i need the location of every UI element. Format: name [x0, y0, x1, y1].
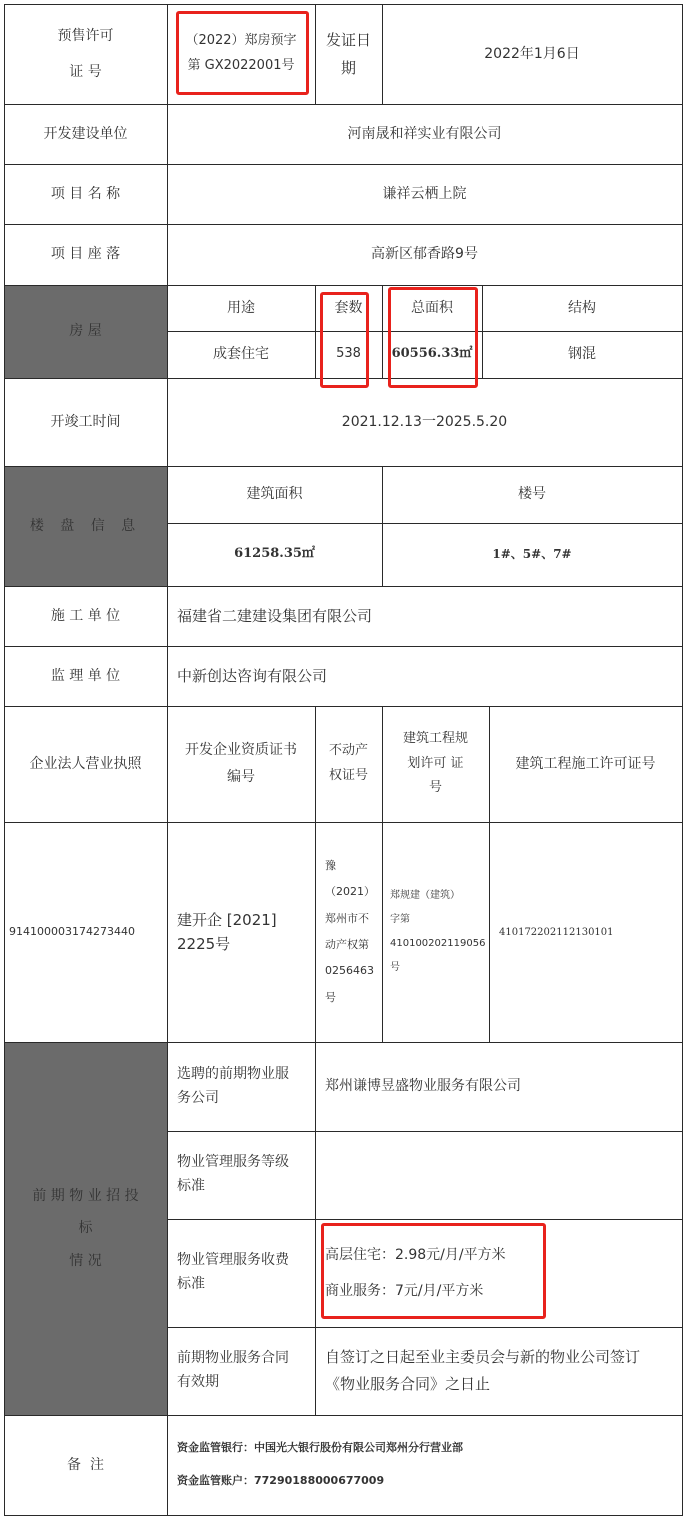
- grid-line: [4, 4, 683, 5]
- grid-line: [489, 706, 490, 1042]
- supervision-value: 中新创达咨询有限公司: [177, 666, 328, 685]
- grid-line: [315, 706, 316, 1042]
- license-header-qualification: 开发企业资质证书 编号: [185, 742, 297, 785]
- grid-line: [482, 285, 483, 378]
- grid-line: [382, 706, 383, 1042]
- project-label: 项 目 名 称: [50, 185, 121, 202]
- house-area: 60556.33㎡: [391, 346, 473, 362]
- grid-line: [167, 1219, 683, 1220]
- project-value: 谦祥云栖上院: [382, 185, 467, 202]
- license-planning: 郑规建（建筑） 字第 410100202119056 号: [390, 890, 486, 973]
- grid-line: [4, 224, 683, 225]
- grid-line: [4, 586, 683, 587]
- grid-line: [4, 646, 683, 647]
- permit-label: 预售许可 证 号: [57, 27, 114, 80]
- grid-line: [4, 822, 683, 823]
- license-qualification: 建开企 [2021] 2225号: [177, 911, 277, 953]
- grid-line: [382, 285, 383, 378]
- property-company-value: 郑州谦博昱盛物业服务有限公司: [325, 1078, 521, 1095]
- house-header-area: 总面积: [411, 299, 453, 316]
- grid-line: [167, 1327, 683, 1328]
- property-label: 前 期 物 业 招 投 标 情 况: [4, 1042, 167, 1415]
- building-header-area: 建筑面积: [246, 486, 303, 503]
- building-numbers: 1#、5#、7#: [492, 547, 572, 562]
- license-property: 豫 （2021） 郑州市不 动产权第 0256463 号: [325, 858, 375, 1004]
- location-value: 高新区郁香路9号: [371, 246, 478, 263]
- house-header-use: 用途: [227, 299, 255, 316]
- house-use: 成套住宅: [213, 346, 269, 363]
- house-header-units: 套数: [334, 299, 363, 316]
- property-fee-label: 物业管理服务收费 标准: [177, 1252, 289, 1292]
- house-units: 538: [336, 346, 361, 362]
- grid-line: [4, 1042, 683, 1043]
- grid-line: [167, 4, 168, 1516]
- grid-line: [382, 4, 383, 104]
- license-header-planning: 建筑工程规 划许可 证 号: [402, 730, 468, 796]
- schedule-value: 2021.12.13一2025.5.20: [341, 413, 508, 430]
- license-construction: 410172202112130101: [499, 926, 614, 938]
- grid-line: [315, 285, 316, 378]
- license-header-business: 企业法人营业执照: [29, 755, 142, 772]
- remarks-value: 资金监管银行：中国光大银行股份有限公司郑州分行营业部 资金监管账户：77290188000677009: [177, 1441, 463, 1488]
- license-header-construction: 建筑工程施工许可证号: [515, 755, 656, 772]
- issue-date-label: 发证日 期: [325, 30, 371, 77]
- grid-line: [4, 285, 683, 286]
- highlight-fee: [321, 1223, 546, 1319]
- license-header-property: 不动产 权证号: [328, 743, 368, 783]
- house-structure: 钢混: [568, 346, 596, 363]
- highlight-units: [320, 292, 369, 388]
- house-header-structure: 结构: [568, 299, 596, 316]
- property-company-label: 选聘的前期物业服 务公司: [177, 1065, 289, 1106]
- location-label: 项 目 座 落: [50, 246, 121, 263]
- property-level-value: [315, 1131, 682, 1219]
- property-fee-value: 高层住宅：2.98元/月/平方米 商业服务：7元/月/平方米: [325, 1246, 506, 1300]
- construction-value: 福建省二建建设集团有限公司: [177, 606, 373, 625]
- highlight-area: [388, 287, 478, 388]
- grid-line: [4, 104, 683, 105]
- grid-line: [167, 1131, 683, 1132]
- grid-line: [4, 4, 5, 1516]
- house-label: 房 屋: [4, 285, 167, 378]
- property-term-value: 自签订之日起至业主委员会与新的物业公司签订 《物业服务合同》之日止: [325, 1348, 641, 1393]
- permit-number: （2022）郑房预字 第 GX2022001号: [185, 33, 297, 73]
- property-term-label: 前期物业服务合同 有效期: [177, 1350, 289, 1390]
- highlight-permit-number: [176, 11, 309, 95]
- license-business: 914100003174273440: [9, 925, 135, 939]
- supervision-label: 监 理 单 位: [50, 667, 121, 684]
- grid-line: [4, 706, 683, 707]
- building-area: 61258.35㎡: [234, 546, 315, 562]
- developer-label: 开发建设单位: [43, 125, 128, 142]
- grid-line: [4, 164, 683, 165]
- grid-line: [4, 1415, 683, 1416]
- construction-label: 施 工 单 位: [50, 607, 121, 624]
- grid-line: [682, 4, 683, 1516]
- grid-line: [315, 1042, 316, 1415]
- property-level-label: 物业管理服务等级 标准: [177, 1154, 289, 1194]
- grid-line: [4, 466, 683, 467]
- issue-date: 2022年1月6日: [484, 45, 580, 62]
- building-header-numbers: 楼号: [518, 486, 546, 503]
- grid-line: [382, 466, 383, 586]
- schedule-label: 开竣工时间: [50, 413, 121, 430]
- developer-value: 河南晟和祥实业有限公司: [347, 125, 502, 142]
- building-label: 楼 盘 信 息: [4, 466, 167, 586]
- grid-line: [167, 523, 683, 524]
- remarks-label: 备 注: [67, 1456, 104, 1473]
- grid-line: [315, 4, 316, 104]
- grid-line: [4, 1515, 683, 1516]
